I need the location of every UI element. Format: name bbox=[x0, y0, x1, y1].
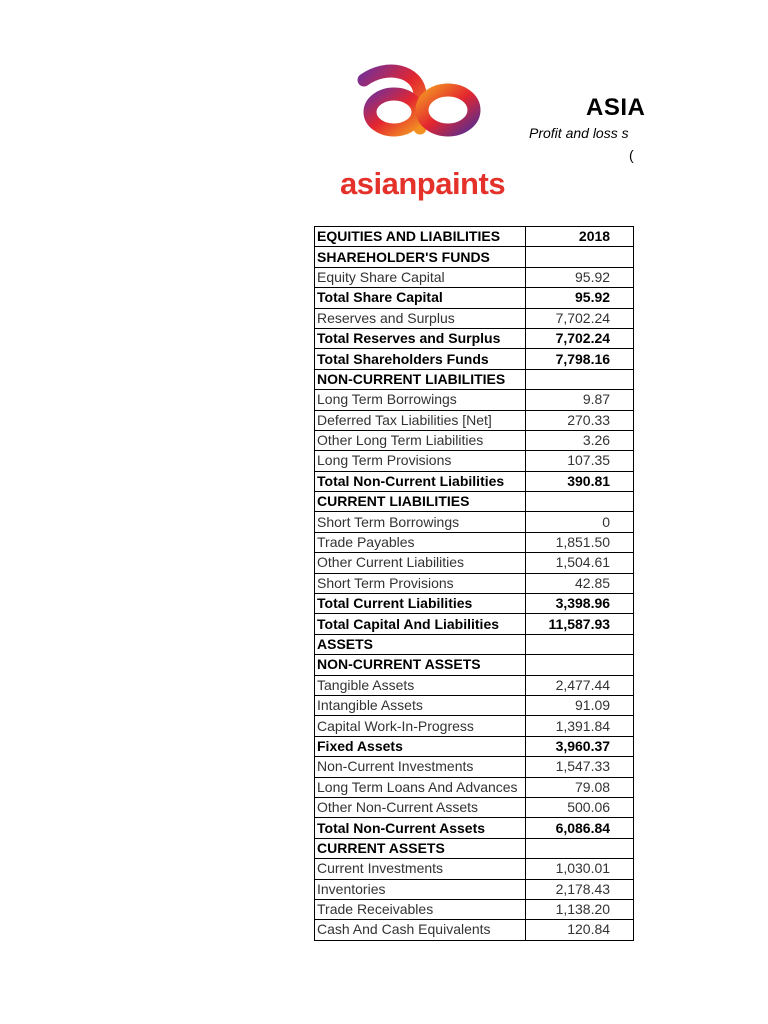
row-label: Total Non-Current Assets bbox=[315, 818, 526, 838]
table-row bbox=[315, 797, 634, 817]
row-label: Total Reserves and Surplus bbox=[315, 328, 526, 348]
row-value-2018 bbox=[526, 471, 634, 491]
row-value-2018 bbox=[526, 328, 634, 348]
row-label: Cash And Cash Equivalents bbox=[315, 920, 526, 940]
row-label: Reserves and Surplus bbox=[315, 308, 526, 328]
row-value-text: 6,086.84 bbox=[555, 819, 611, 836]
table-row bbox=[315, 267, 634, 287]
table-row bbox=[315, 655, 634, 675]
row-value-2018 bbox=[526, 818, 634, 838]
row-value-text: 7,702.24 bbox=[555, 309, 611, 326]
row-label: CURRENT ASSETS bbox=[315, 838, 526, 858]
row-label: Intangible Assets bbox=[315, 695, 526, 715]
table-row bbox=[315, 532, 634, 552]
row-value-2018 bbox=[526, 390, 634, 410]
row-label: Other Current Liabilities bbox=[315, 553, 526, 573]
row-value-2018 bbox=[526, 247, 634, 267]
row-value-text: 3.26 bbox=[582, 432, 611, 449]
row-label: Short Term Borrowings bbox=[315, 512, 526, 532]
row-value-text: 7,798.16 bbox=[555, 350, 611, 367]
row-value-2018 bbox=[526, 920, 634, 940]
row-value-2018 bbox=[526, 655, 634, 675]
row-label: Long Term Loans And Advances bbox=[315, 777, 526, 797]
row-label: EQUITIES AND LIABILITIES bbox=[315, 227, 526, 247]
table-row bbox=[315, 553, 634, 573]
row-label: SHAREHOLDER'S FUNDS bbox=[315, 247, 526, 267]
table-row bbox=[315, 227, 634, 247]
row-label: Total Shareholders Funds bbox=[315, 349, 526, 369]
page-subtitle-units: ( bbox=[629, 147, 634, 163]
row-value-2018 bbox=[526, 288, 634, 308]
row-value-2018 bbox=[526, 797, 634, 817]
row-label: Fixed Assets bbox=[315, 736, 526, 756]
table-row bbox=[315, 308, 634, 328]
row-value-text: 2018 bbox=[578, 228, 611, 245]
row-value-text: 120.84 bbox=[567, 921, 611, 938]
balance-sheet-table bbox=[314, 226, 634, 941]
table-row bbox=[315, 328, 634, 348]
table-row bbox=[315, 879, 634, 899]
row-value-2018 bbox=[526, 553, 634, 573]
table-row bbox=[315, 247, 634, 267]
table-row bbox=[315, 818, 634, 838]
table-row bbox=[315, 899, 634, 919]
table-row bbox=[315, 614, 634, 634]
table-row bbox=[315, 369, 634, 389]
table-row bbox=[315, 675, 634, 695]
row-value-text: 79.08 bbox=[575, 778, 611, 795]
table-row bbox=[315, 757, 634, 777]
row-label: NON-CURRENT LIABILITIES bbox=[315, 369, 526, 389]
table-row bbox=[315, 288, 634, 308]
table-row bbox=[315, 838, 634, 858]
row-value-text: 390.81 bbox=[567, 472, 611, 489]
page-title: ASIA bbox=[586, 94, 646, 121]
row-value-2018 bbox=[526, 573, 634, 593]
row-label: Total Non-Current Liabilities bbox=[315, 471, 526, 491]
row-value-2018 bbox=[526, 492, 634, 512]
row-label: Non-Current Investments bbox=[315, 757, 526, 777]
row-value-text: 9.87 bbox=[582, 391, 611, 408]
row-value-text: 2,477.44 bbox=[555, 676, 611, 693]
row-label: Deferred Tax Liabilities [Net] bbox=[315, 410, 526, 430]
table-row bbox=[315, 716, 634, 736]
table-row bbox=[315, 451, 634, 471]
table-row bbox=[315, 594, 634, 614]
row-value-text: 500.06 bbox=[567, 799, 611, 816]
row-value-2018 bbox=[526, 532, 634, 552]
row-label: Total Capital And Liabilities bbox=[315, 614, 526, 634]
row-value-2018 bbox=[526, 594, 634, 614]
table-row bbox=[315, 410, 634, 430]
row-value-2018 bbox=[526, 757, 634, 777]
table-row bbox=[315, 695, 634, 715]
row-value-2018 bbox=[526, 614, 634, 634]
row-value-2018 bbox=[526, 451, 634, 471]
row-label: CURRENT LIABILITIES bbox=[315, 492, 526, 512]
row-label: Other Long Term Liabilities bbox=[315, 430, 526, 450]
row-label: Short Term Provisions bbox=[315, 573, 526, 593]
logo-wordmark: asianpaints bbox=[340, 166, 506, 201]
table-row bbox=[315, 573, 634, 593]
row-label: Total Current Liabilities bbox=[315, 594, 526, 614]
page-subtitle: Profit and loss s bbox=[529, 125, 629, 141]
row-value-2018 bbox=[526, 369, 634, 389]
row-value-text: 7,702.24 bbox=[555, 330, 611, 347]
row-value-text: 42.85 bbox=[575, 574, 611, 591]
row-value-text: 107.35 bbox=[567, 452, 611, 469]
row-value-text: 1,030.01 bbox=[555, 860, 611, 877]
table-row bbox=[315, 634, 634, 654]
row-label: Trade Receivables bbox=[315, 899, 526, 919]
row-value-text: 11,587.93 bbox=[548, 615, 611, 632]
row-label: Long Term Provisions bbox=[315, 451, 526, 471]
row-value-text: 91.09 bbox=[575, 697, 611, 714]
row-value-text: 3,398.96 bbox=[555, 595, 611, 612]
table-row bbox=[315, 777, 634, 797]
row-value-2018 bbox=[526, 308, 634, 328]
row-value-text: 95.92 bbox=[575, 289, 611, 306]
row-value-2018 bbox=[526, 716, 634, 736]
row-label: NON-CURRENT ASSETS bbox=[315, 655, 526, 675]
row-value-2018 bbox=[526, 838, 634, 858]
row-label: Trade Payables bbox=[315, 532, 526, 552]
row-value-2018 bbox=[526, 736, 634, 756]
table-row bbox=[315, 859, 634, 879]
row-label: ASSETS bbox=[315, 634, 526, 654]
table-row bbox=[315, 736, 634, 756]
table-row bbox=[315, 390, 634, 410]
row-value-2018 bbox=[526, 777, 634, 797]
row-value-text: 2,178.43 bbox=[555, 880, 611, 897]
row-label: Current Investments bbox=[315, 859, 526, 879]
row-value-text: 1,504.61 bbox=[555, 554, 611, 571]
row-value-2018 bbox=[526, 267, 634, 287]
row-value-2018 bbox=[526, 859, 634, 879]
row-label: Capital Work-In-Progress bbox=[315, 716, 526, 736]
row-value-text: 1,851.50 bbox=[555, 534, 611, 551]
row-value-2018 bbox=[526, 634, 634, 654]
table-row bbox=[315, 492, 634, 512]
row-value-text: 0 bbox=[602, 513, 611, 530]
row-value-2018 bbox=[526, 349, 634, 369]
row-label: Equity Share Capital bbox=[315, 267, 526, 287]
table-row bbox=[315, 512, 634, 532]
row-value-2018 bbox=[526, 899, 634, 919]
row-value-2018 bbox=[526, 430, 634, 450]
row-value-text: 1,391.84 bbox=[555, 717, 611, 734]
row-value-2018 bbox=[526, 410, 634, 430]
row-value-2018 bbox=[526, 227, 634, 247]
row-value-2018 bbox=[526, 675, 634, 695]
row-value-text: 1,138.20 bbox=[555, 901, 611, 918]
row-value-2018 bbox=[526, 879, 634, 899]
row-value-text: 270.33 bbox=[567, 411, 611, 428]
table-row bbox=[315, 349, 634, 369]
row-label: Other Non-Current Assets bbox=[315, 797, 526, 817]
row-value-2018 bbox=[526, 512, 634, 532]
row-label: Tangible Assets bbox=[315, 675, 526, 695]
row-label: Inventories bbox=[315, 879, 526, 899]
table-row bbox=[315, 471, 634, 491]
row-value-text: 1,547.33 bbox=[555, 758, 611, 775]
row-label: Total Share Capital bbox=[315, 288, 526, 308]
table-row bbox=[315, 920, 634, 940]
row-label: Long Term Borrowings bbox=[315, 390, 526, 410]
row-value-text: 3,960.37 bbox=[555, 737, 611, 754]
table-row bbox=[315, 430, 634, 450]
row-value-2018 bbox=[526, 695, 634, 715]
row-value-text: 95.92 bbox=[575, 268, 611, 285]
